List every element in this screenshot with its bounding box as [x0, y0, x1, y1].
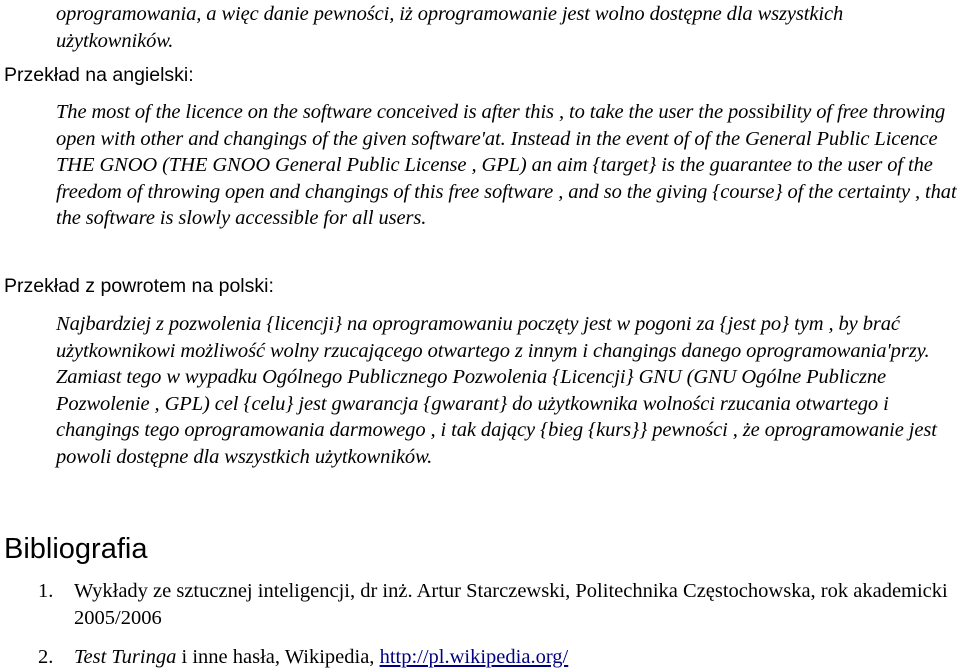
bibliography-item-1	[0, 578, 958, 631]
bibliography-title: Test Turinga	[74, 646, 177, 668]
bibliography-number: 1.	[38, 580, 54, 602]
intro-continuation-paragraph: oprogramowania, a więc danie pewności, iż oprogramowanie jest wolno dostępne dla wszystkich użytkowników.	[56, 3, 844, 52]
bibliography-heading: Bibliografia	[4, 533, 148, 565]
english-translation-label: Przekład na angielski:	[4, 64, 194, 86]
bibliography-list	[0, 578, 960, 671]
back-translation-paragraph: Najbardziej z pozwolenia {licencji} na oprogramowaniu poczęty jest w pogoni za {jest po} tym , by brać użytkownikowi możliwość wolny rzucającego otwartego z innym i changings danego oprogramowania'przy. Zamiast tego w wypadku Ogólnego Publicznego Pozwolenia {Licencji} GNU (GNU Ogólne Publiczne Pozwolenie , GPL) cel {celu} jest gwarancja {gwarant} do użytkownika wolności rzucania otwartego i changings tego oprogramowania darmowego , i tak dający {bieg {kurs}} pewności , że oprogramowanie jest powoli dostępne dla wszystkich użytkowników.	[56, 313, 937, 468]
back-translation-label: Przekład z powrotem na polski:	[4, 275, 274, 297]
bibliography-text: Wykłady ze sztucznej inteligencji, dr inż. Artur Starczewski, Politechnika Częstochowska, rok akademicki 2005/2006	[74, 580, 948, 629]
english-translation-paragraph: The most of the licence on the software conceived is after this , to take the user the possibility of free throwing open with other and changings of the given software'at. Instead in the event of of the General Public Licence THE GNOO (THE GNOO General Public License , GPL) an aim {target} is the guarantee to the user of the freedom of throwing open and changings of this free software , and so the giving {course} of the certainty , that the software is slowly accessible for all users.	[56, 101, 957, 229]
bibliography-text: i inne hasła, Wikipedia,	[176, 646, 380, 668]
wikipedia-link[interactable]: http://pl.wikipedia.org/	[379, 646, 569, 668]
bibliography-item-2	[0, 644, 958, 671]
bibliography-number: 2.	[38, 646, 54, 668]
